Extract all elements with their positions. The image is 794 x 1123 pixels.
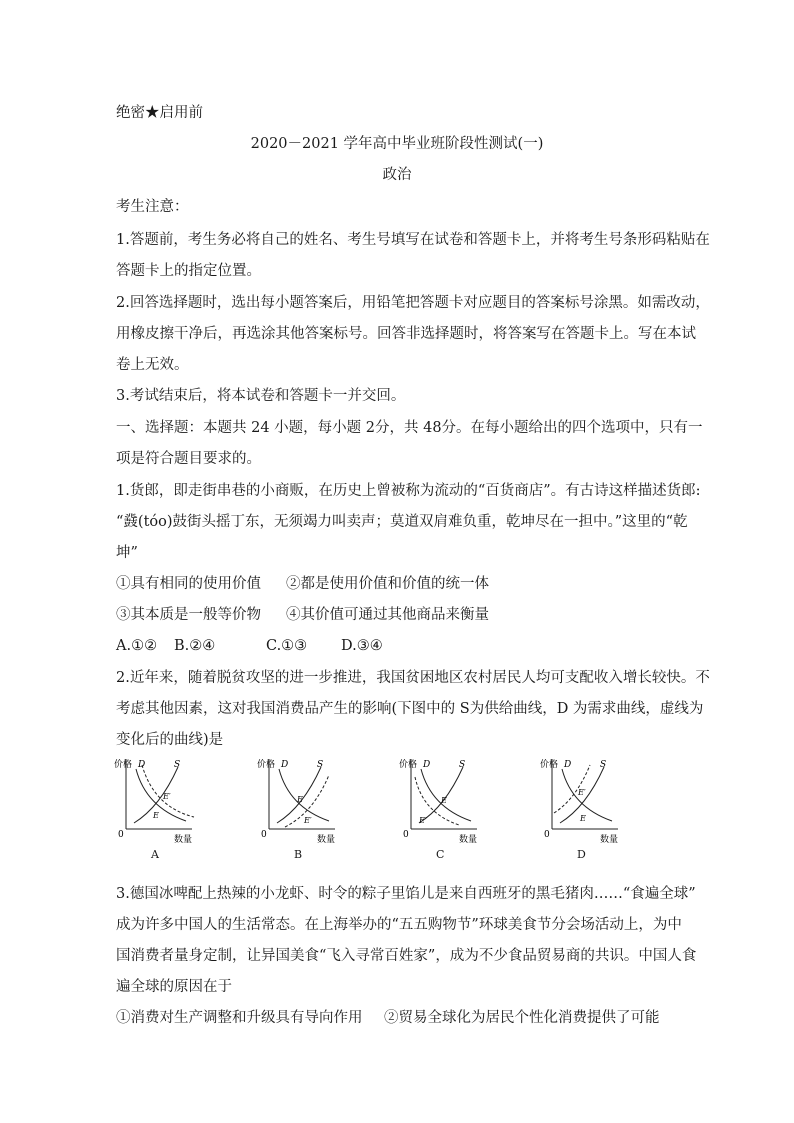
- q2-stem-line2: 考虑其他因素，这对我国消费品产生的影响(下图中的 S为供给曲线，D 为需求曲线，虚线为: [116, 701, 704, 717]
- graph-c-x-axis: 数量: [459, 835, 478, 845]
- q2-graph-a-label: A: [151, 848, 159, 861]
- graph-d-e2: E′: [578, 788, 586, 797]
- graph-b-d: D: [281, 760, 289, 770]
- graph-a-e2: E′: [163, 792, 171, 801]
- q2-graph-a: [112, 755, 202, 845]
- q3-stem-line4: 遍全球的原因在于: [116, 979, 232, 995]
- q2-graph-b: [255, 755, 345, 845]
- graph-b-e: E: [297, 795, 303, 804]
- graph-d-origin: 0: [544, 830, 550, 840]
- graph-c-origin: 0: [403, 830, 409, 840]
- notice-item2-line1: 2.回答选择题时，选出每小题答案后，用铅笔把答题卡对应题目的答案标号涂黑。如需改动，: [116, 295, 710, 311]
- graph-c-y-axis: 价格: [399, 760, 418, 770]
- q1-statement-1: ①具有相同的使用价值: [116, 576, 261, 592]
- graph-b-s: S: [317, 760, 324, 770]
- q3-stem-line1: 3.德国冰啤配上热辣的小龙虾、时令的粽子里馅儿是来自西班牙的黑毛猪肉……“食遍全球”: [116, 886, 696, 902]
- secret-mark: 绝密★启用前: [116, 105, 203, 121]
- graph-a-s: S: [174, 760, 181, 770]
- q1-option-b: B.②④: [174, 638, 216, 654]
- q2-graph-d: [538, 755, 628, 845]
- exam-title: 2020－2021 学年高中毕业班阶段性测试(一): [250, 136, 544, 152]
- q1-statement-2: ②都是使用价值和价值的统一体: [286, 576, 489, 592]
- q3-statement-1: ①消费对生产调整和升级具有导向作用: [116, 1010, 363, 1026]
- graph-a-x-axis: 数量: [174, 835, 193, 845]
- graph-d-e: E: [580, 814, 586, 823]
- q1-option-c: C.①③: [266, 638, 308, 654]
- notice-item1-line1: 1.答题前，考生务必将自己的姓名、考生号填写在试卷和答题卡上，并将考生号条形码粘贴在: [116, 232, 710, 248]
- graph-c-e: E: [441, 796, 447, 805]
- graph-a-d: D: [138, 760, 146, 770]
- notice-heading: 考生注意：: [116, 199, 189, 215]
- q3-statement-2: ②贸易全球化为居民个性化消费提供了可能: [384, 1010, 660, 1026]
- graph-a-origin: 0: [118, 830, 124, 840]
- graph-c-s: S: [459, 760, 466, 770]
- graph-d-s: S: [600, 760, 607, 770]
- q2-graph-c: [397, 755, 487, 845]
- graph-b-e2: E′: [304, 816, 312, 825]
- q3-stem-line2: 成为许多中国人的生活常态。在上海举办的“五五购物节”环球美食节分会场活动上，为中: [116, 917, 682, 933]
- graph-d-y-axis: 价格: [540, 760, 559, 770]
- q3-stem-line3: 国消费者量身定制，让异国美食“飞入寻常百姓家”，成为不少食品贸易商的共识。中国人食: [116, 948, 697, 964]
- section1-intro-line1: 一、选择题：本题共 24 小题，每小题 2分，共 48分。在每小题给出的四个选项中，只有一: [116, 420, 703, 436]
- graph-c-d: D: [423, 760, 431, 770]
- graph-a-e: E: [153, 811, 159, 820]
- q1-statement-4: ④其价值可通过其他商品来衡量: [286, 607, 489, 623]
- graph-b-y-axis: 价格: [257, 760, 276, 770]
- graph-d-d: D: [564, 760, 572, 770]
- graph-b-origin: 0: [261, 830, 267, 840]
- q1-stem-line2: “鼗(tóo)鼓街头摇丁东，无须竭力叫卖声；莫道双肩难负重，乾坤尽在一担中。”这里的“乾: [116, 514, 688, 530]
- notice-item2-line2: 用橡皮擦干净后，再选涂其他答案标号。回答非选择题时，将答案写在答题卡上。写在本试: [116, 326, 696, 342]
- graph-c-e2: E′: [419, 816, 427, 825]
- q2-graph-c-label: C: [436, 848, 445, 861]
- q2-stem-line1: 2.近年来，随着脱贫攻坚的进一步推进，我国贫困地区农村居民人均可支配收入增长较快。不: [116, 670, 710, 686]
- subject-title: 政治: [382, 167, 412, 183]
- q1-option-d: D.③④: [341, 638, 383, 654]
- section1-intro-line2: 项是符合题目要求的。: [116, 451, 261, 467]
- q2-graph-b-label: B: [294, 848, 303, 861]
- q1-statement-3: ③其本质是一般等价物: [116, 607, 261, 623]
- graph-a-y-axis: 价格: [114, 760, 133, 770]
- q2-graph-d-label: D: [577, 848, 586, 861]
- q2-stem-line3: 变化后的曲线)是: [116, 732, 224, 748]
- graph-d-x-axis: 数量: [600, 835, 619, 845]
- notice-item2-line3: 卷上无效。: [116, 357, 189, 373]
- graph-b-x-axis: 数量: [317, 835, 336, 845]
- q1-option-a: A.①②: [116, 638, 158, 654]
- q1-stem-line1: 1.货郎，即走街串巷的小商贩，在历史上曾被称为流动的“百货商店”。有古诗这样描述货郎:: [116, 483, 701, 499]
- q1-stem-line3: 坤”: [116, 545, 138, 561]
- notice-item3: 3.考试结束后，将本试卷和答题卡一并交回。: [116, 388, 406, 404]
- notice-item1-line2: 答题卡上的指定位置。: [116, 263, 261, 279]
